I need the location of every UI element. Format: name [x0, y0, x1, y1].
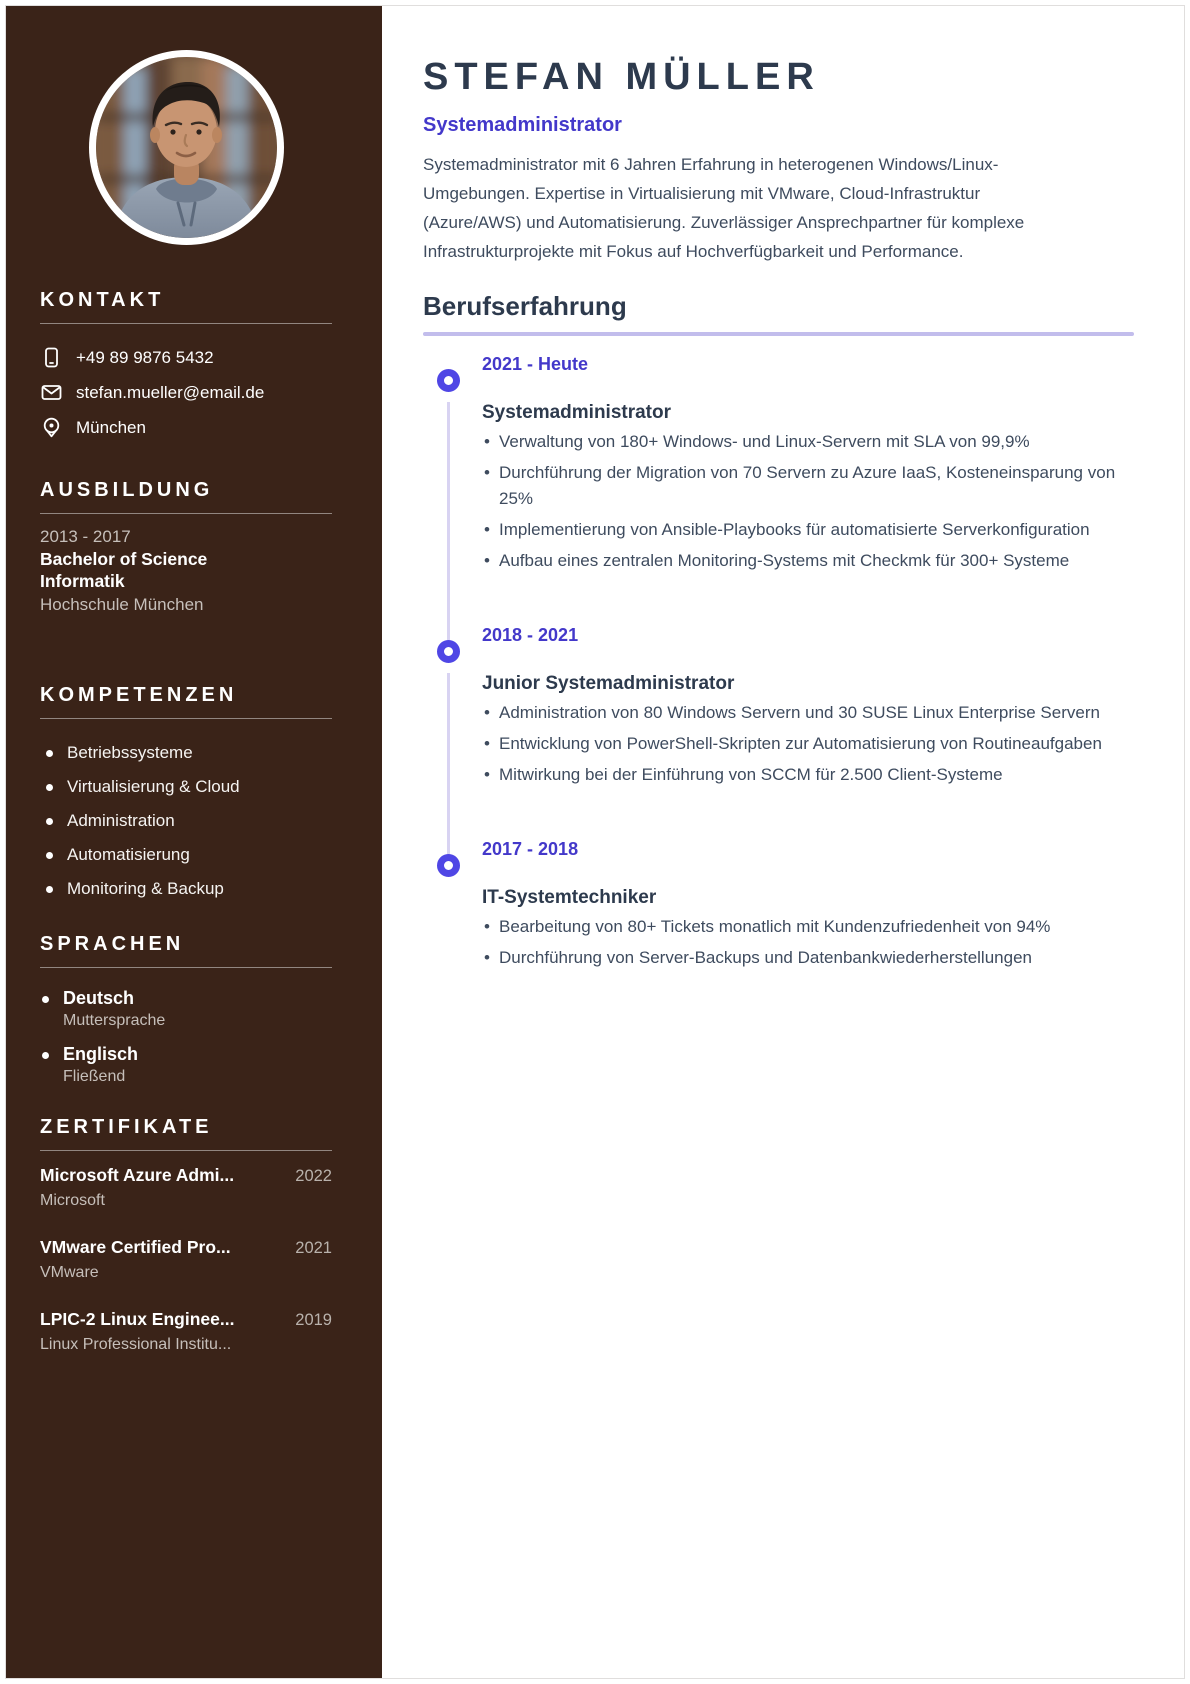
location-pin-icon	[40, 416, 63, 439]
language-level: Fließend	[63, 1067, 126, 1085]
entry-bullet: • Administration von 80 Windows Servern und 30 SUSE Linux Enterprise Servern	[482, 700, 1132, 726]
entry-job-title: Junior Systemadministrator	[482, 672, 735, 694]
skill-item: Automatisierung	[40, 845, 332, 865]
entry-bullet: • Durchführung der Migration von 70 Servern zu Azure IaaS, Kosteneinsparung von 25%	[482, 460, 1132, 512]
section-divider	[40, 323, 332, 324]
entry-bullets	[482, 914, 1132, 971]
entry-bullets	[482, 700, 1132, 788]
contact-list	[40, 346, 332, 439]
timeline-rail	[423, 354, 482, 625]
education-heading: AUSBILDUNG	[40, 479, 214, 501]
skills-list	[40, 743, 332, 899]
profile-photo-image	[96, 57, 277, 238]
education-school: Hochschule München	[40, 595, 204, 615]
contact-phone-text: +49 89 9876 5432	[76, 347, 214, 367]
skills-section	[40, 684, 332, 899]
education-entry	[40, 526, 332, 616]
contact-email-text: stefan.mueller@email.de	[76, 382, 265, 402]
entry-period: 2018 - 2021	[482, 624, 579, 645]
entry-bullet: • Durchführung von Server-Backups und Datenbankwiederherstellungen	[482, 945, 1132, 971]
entry-bullet: • Bearbeitung von 80+ Tickets monatlich mit Kundenzufriedenheit von 94%	[482, 914, 1132, 940]
entry-job-title: Systemadministrator	[482, 401, 672, 423]
language-name: Deutsch	[63, 987, 135, 1008]
entry-bullet: • Mitwirkung bei der Einführung von SCCM für 2.500 Client-Systeme	[482, 762, 1132, 788]
sidebar	[6, 6, 382, 1678]
timeline-dot	[437, 369, 460, 392]
certificate-item	[40, 1237, 332, 1282]
languages-section	[40, 933, 332, 1086]
certificate-title: LPIC-2 Linux Enginee...	[40, 1308, 235, 1329]
mail-icon	[40, 381, 63, 404]
timeline-line	[447, 673, 450, 865]
contact-location-text: München	[76, 417, 146, 437]
skills-heading: KOMPETENZEN	[40, 683, 238, 706]
contact-email-row	[40, 381, 332, 404]
languages-heading: SPRACHEN	[40, 932, 185, 955]
timeline-dot	[437, 854, 460, 877]
education-section	[40, 479, 332, 616]
entry-job-title: IT-Systemtechniker	[482, 886, 657, 908]
section-divider	[40, 513, 332, 514]
section-divider	[40, 967, 332, 968]
main-content	[382, 6, 1184, 1678]
experience-heading-underline	[423, 332, 1134, 336]
education-period: 2013 - 2017	[40, 527, 131, 546]
smartphone-icon	[40, 346, 63, 369]
section-divider	[40, 718, 332, 719]
certificate-year: 2022	[295, 1166, 332, 1185]
skill-item: Monitoring & Backup	[40, 879, 332, 899]
entry-bullet: • Entwicklung von PowerShell-Skripten zur Automatisierung von Routineaufgaben	[482, 731, 1132, 757]
timeline-dot	[437, 640, 460, 663]
language-level: Muttersprache	[63, 1011, 166, 1029]
certificate-org: VMware	[40, 1263, 99, 1281]
experience-section	[423, 291, 1134, 976]
certificates-section	[40, 1116, 332, 1354]
experience-entry	[423, 839, 1134, 976]
language-name: Englisch	[63, 1043, 139, 1064]
education-degree-line1: Bachelor of Science	[40, 548, 208, 569]
profile-photo	[89, 50, 284, 245]
entry-period: 2017 - 2018	[482, 838, 579, 859]
entry-bullet: • Implementierung von Ansible-Playbooks für automatisierte Serverkonfiguration	[482, 517, 1132, 543]
summary-paragraph: Systemadministrator mit 6 Jahren Erfahrung in heterogenen Windows/Linux-Umgebungen. Expertise in Virtualisierung mit VMware, Cloud-Infrastruktur (Azure/AWS) und Automatisierung. Zuverlässiger Ansprechpartner für komplexe Infrastrukturprojekte mit Fokus auf Hochverfügbarkeit und Performance.	[423, 155, 1025, 261]
contact-phone-row	[40, 346, 332, 369]
timeline-rail	[423, 625, 482, 839]
experience-timeline	[423, 354, 1134, 976]
resume-page	[5, 5, 1185, 1679]
skill-item: Administration	[40, 811, 332, 831]
skill-item: Betriebssysteme	[40, 743, 332, 763]
certificate-year: 2019	[295, 1310, 332, 1329]
experience-heading: Berufserfahrung	[423, 290, 627, 321]
languages-list	[40, 988, 332, 1086]
entry-bullet: • Verwaltung von 180+ Windows- und Linux-Servern mit SLA von 99,9%	[482, 429, 1132, 455]
certificate-title: VMware Certified Pro...	[40, 1236, 231, 1257]
experience-entry	[423, 625, 1134, 839]
person-name: STEFAN MÜLLER	[423, 56, 820, 98]
certificate-item	[40, 1165, 332, 1210]
certificate-org: Microsoft	[40, 1191, 105, 1209]
certificate-year: 2021	[295, 1238, 332, 1257]
person-role: Systemadministrator	[423, 114, 622, 136]
timeline-rail	[423, 839, 482, 976]
entry-bullet: • Aufbau eines zentralen Monitoring-Systems mit Checkmk für 300+ Systeme	[482, 548, 1132, 574]
timeline-line	[447, 402, 450, 651]
entry-period: 2021 - Heute	[482, 353, 589, 374]
language-item	[40, 988, 332, 1030]
certificates-heading: ZERTIFIKATE	[40, 1115, 213, 1138]
section-divider	[40, 1150, 332, 1151]
certificates-list	[40, 1165, 332, 1354]
education-degree-line2: Informatik	[40, 570, 125, 591]
skill-item: Virtualisierung & Cloud	[40, 777, 332, 797]
certificate-title: Microsoft Azure Admi...	[40, 1164, 235, 1185]
certificate-item	[40, 1309, 332, 1354]
language-item	[40, 1044, 332, 1086]
contact-section	[40, 289, 332, 439]
contact-location-row	[40, 416, 332, 439]
contact-heading: KONTAKT	[40, 289, 165, 311]
entry-bullets	[482, 429, 1132, 574]
experience-entry	[423, 354, 1134, 625]
certificate-org: Linux Professional Institu...	[40, 1335, 232, 1353]
